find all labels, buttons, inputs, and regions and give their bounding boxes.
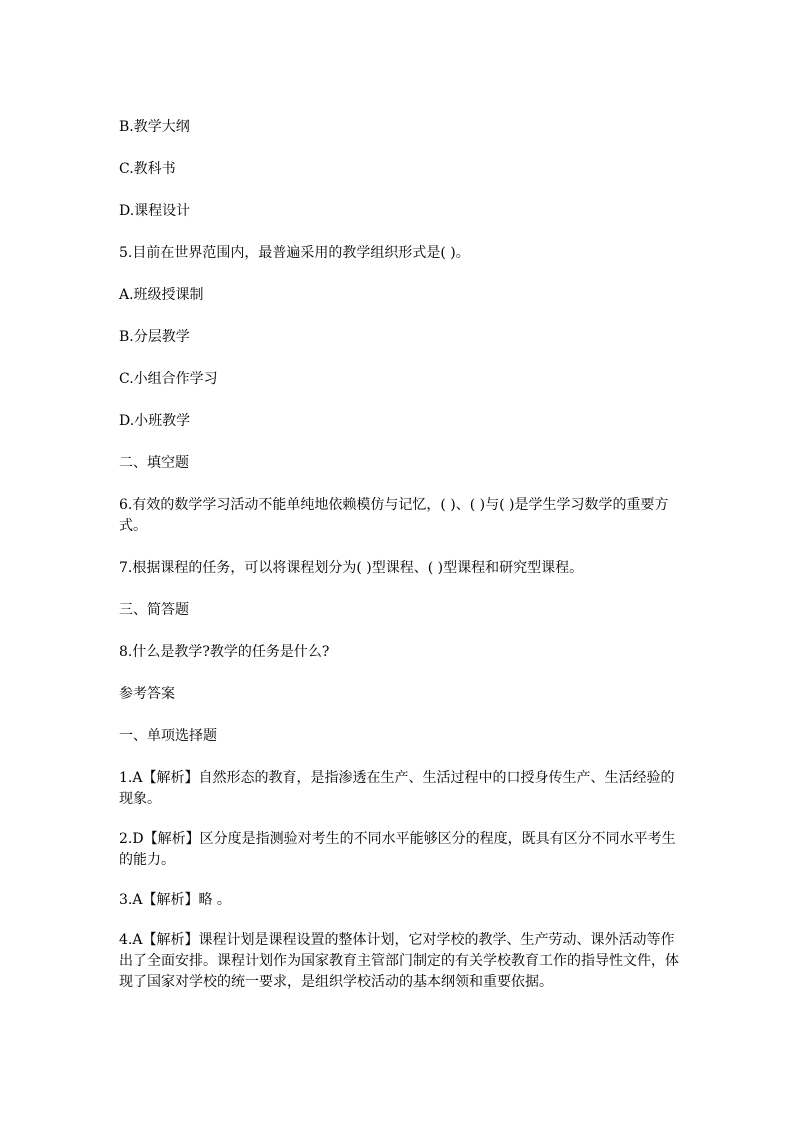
question-5: 5.目前在世界范围内，最普遍采用的教学组织形式是( )。 — [119, 245, 470, 261]
q5-option-a: A.班级授课制 — [119, 287, 204, 303]
q5-option-b: B.分层教学 — [119, 329, 190, 345]
answer-1: 1.A【解析】自然形态的教育，是指渗透在生产、生活过程中的口授身传生产、生活经验的现象。 — [119, 770, 675, 807]
answer-2: 2.D【解析】区分度是指测验对考生的不同水平能够区分的程度，既具有区分不同水平考生的能力。 — [119, 831, 676, 868]
answer-4: 4.A【解析】课程计划是课程设置的整体计划，它对学校的教学、生产劳动、课外活动等作出了全面安排。课程计划作为国家教育主管部门制定的有关学校教育工作的指导性文件，体现了国家对学校的统一要求，是组织学校活动的基本纲领和重要依据。 — [119, 932, 679, 990]
question-6: 6.有效的数学学习活动不能单纯地依赖模仿与记忆，( )、( )与( )是学生学习数学的重要方式。 — [119, 497, 669, 534]
q5-option-c: C.小组合作学习 — [119, 371, 218, 387]
option-b-line: B.教学大纲 — [119, 119, 190, 135]
answers-heading: 参考答案 — [119, 686, 175, 702]
q5-option-d: D.小班教学 — [119, 413, 191, 429]
answer-3: 3.A【解析】略 。 — [119, 892, 231, 908]
section-heading-single-choice: 一、单项选择题 — [119, 728, 217, 744]
document-body — [119, 117, 679, 1012]
question-7: 7.根据课程的任务，可以将课程划分为( )型课程、( )型课程和研究型课程。 — [119, 560, 584, 576]
section-heading-short-answer: 三、简答题 — [119, 602, 189, 618]
option-c-line: C.教科书 — [119, 161, 176, 177]
question-8: 8.什么是教学?教学的任务是什么? — [119, 644, 330, 660]
option-d-line: D.课程设计 — [119, 203, 191, 219]
section-heading-fill-in: 二、填空题 — [119, 455, 189, 471]
